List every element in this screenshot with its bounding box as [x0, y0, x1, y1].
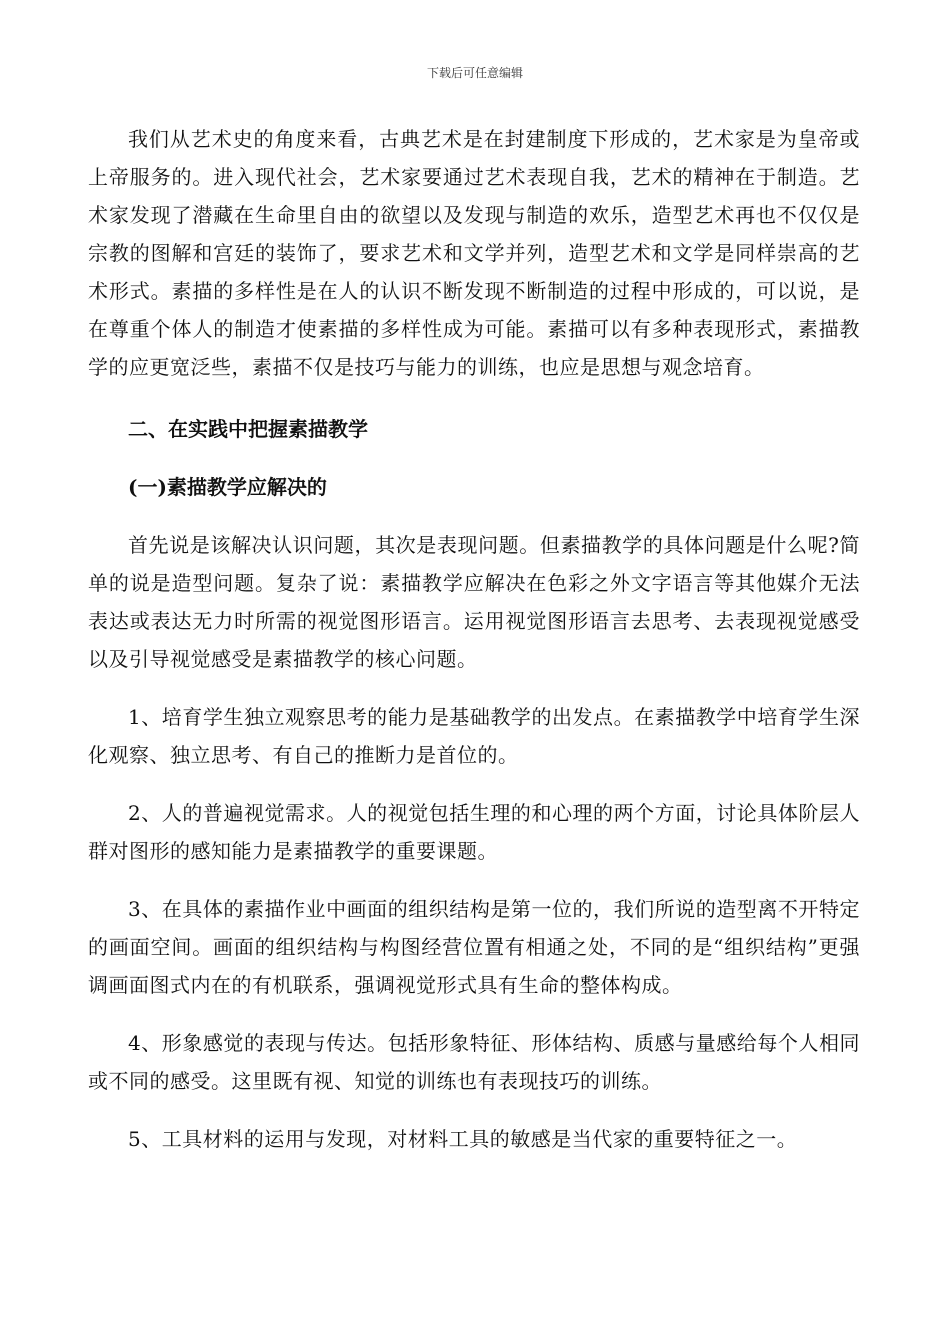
section-heading: 二、在实践中把握素描教学 [128, 417, 368, 441]
list-item-3: 3、在具体的素描作业中画面的组织结构是第一位的，我们所说的造型离不开特定的画面空间。画面的组织结构与构图经营位置有相通之处，不同的是“组织结构”更强调画面图式内在的有机联系，强调视觉形式具有生命的整体构成。 [88, 897, 860, 997]
paragraph-art-history: 我们从艺术史的角度来看，古典艺术是在封建制度下形成的，艺术家是为皇帝或上帝服务的。进入现代社会，艺术家要通过艺术表现自我，艺术的精神在于制造。艺术家发现了潜藏在生命里自由的欲望以及发现与制造的欢乐，造型艺术再也不仅仅是宗教的图解和宫廷的装饰了，要求艺术和文学并列，造型艺术和文学是同样崇高的艺术形式。素描的多样性是在人的认识不断发现不断制造的过程中形成的，可以说，是在尊重个体人的制造才使素描的多样性成为可能。素描可以有多种表现形式，素描教学的应更宽泛些，素描不仅是技巧与能力的训练，也应是思想与观念培育。 [88, 127, 860, 379]
list-item-4: 4、形象感觉的表现与传达。包括形象特征、形体结构、质感与量感给每个人相同或不同的感受。这里既有视、知觉的训练也有表现技巧的训练。 [88, 1031, 860, 1093]
list-item-5: 5、工具材料的运用与发现，对材料工具的敏感是当代家的重要特征之一。 [128, 1127, 798, 1151]
list-item-1: 1、培育学生独立观察思考的能力是基础教学的出发点。在素描教学中培育学生深化观察、独立思考、有自己的推断力是首位的。 [88, 705, 860, 767]
list-item-2: 2、人的普遍视觉需求。人的视觉包括生理的和心理的两个方面，讨论具体阶层人群对图形的感知能力是素描教学的重要课题。 [88, 801, 860, 863]
paragraph-problems: 首先说是该解决认识问题，其次是表现问题。但素描教学的具体问题是什么呢?简单的说是造型问题。复杂了说：素描教学应解决在色彩之外文字语言等其他媒介无法表达或表达无力时所需的视觉图形语言。运用视觉图形语言去思考、去表现视觉感受以及引导视觉感受是素描教学的核心问题。 [88, 533, 860, 671]
document-body [88, 120, 860, 1178]
page-header: 下载后可任意编辑 [426, 66, 523, 80]
subsection-heading: (一)素描教学应解决的 [128, 475, 327, 499]
